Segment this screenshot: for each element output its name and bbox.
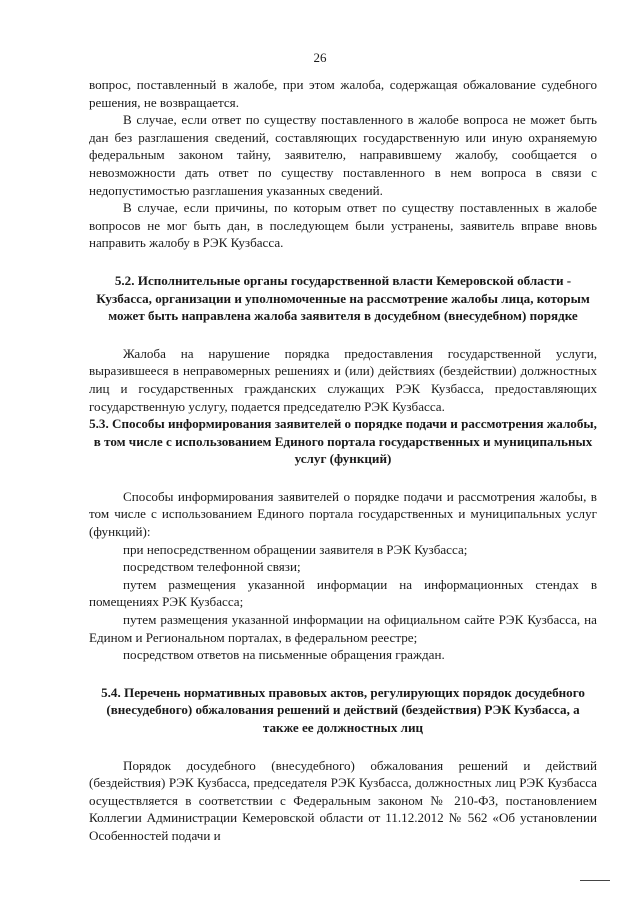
section-5-3-item-1: при непосредственном обращении заявителя в РЭК Кузбасса; (123, 541, 468, 557)
section-5-3-item-5: посредством ответов на письменные обращения граждан. (123, 647, 445, 663)
page-number: 26 (313, 50, 327, 65)
section-5-3-item-4: путем размещения указанной информации на официальном сайте РЭК Кузбасса, на Едином и Региональном порталах, в федеральном реестре; (89, 612, 597, 645)
section-5-2-heading: 5.2. Исполнительные органы государственной власти Кемеровской области - Кузбасса, организации и уполномоченные на рассмотрение жалобы лица, которым может быть направлена жалоба заявителя в досудебном (внесудебном) порядке (96, 272, 590, 324)
page-corner-mark (580, 880, 610, 881)
section-5-4-paragraph: Порядок досудебного (внесудебного) обжалования решений и действий (бездействия) РЭК Кузбасса, председателя РЭК Кузбасса, должностных лиц РЭК Кузбасса осуществляется в соответствии с Федеральным законом № 210-ФЗ, постановлением Коллегии Администрации Кемеровской области от 11.12.2012 № 562 «Об установлении Особенностей подачи и (89, 757, 597, 843)
document-body (89, 76, 597, 845)
section-5-3-item-3: путем размещения указанной информации на информационных стендах в помещениях РЭК Кузбасса; (89, 576, 597, 610)
section-5-3-heading: 5.3. Способы информирования заявителей о порядке подачи и рассмотрения жалобы, в том числе с использованием Единого портала государственных и муниципальных услуг (функций) (89, 416, 597, 467)
intro-paragraph-3: В случае, если причины, по которым ответ по существу поставленных в жалобе вопросов не мог быть дан, в последующем были устранены, заявитель вправе вновь направить жалобу в РЭК Кузбасса. (89, 200, 597, 251)
section-5-4-heading: 5.4. Перечень нормативных правовых актов, регулирующих порядок досудебного (внесудебного) обжалования решений и действий (бездействия) РЭК Кузбасса, а также ее должностных лиц (101, 684, 585, 735)
section-5-3-paragraph: Способы информирования заявителей о порядке подачи и рассмотрения жалобы, в том числе с использованием Единого портала государственных и муниципальных услуг (функций): (89, 488, 597, 540)
intro-paragraph-1: вопрос, поставленный в жалобе, при этом жалоба, содержащая обжалование судебного решения, не возвращается. (89, 77, 597, 110)
intro-paragraph-2: В случае, если ответ по существу поставленного в жалобе вопроса не может быть дан без разглашения сведений, составляющих государственную или иную охраняемую федеральным законом тайну, заявителю, направившему жалобу, сообщается о невозможности дать ответ по существу поставленного в нем вопроса в связи с недопустимостью разглашения указанных сведений. (89, 112, 597, 198)
section-5-3-item-2: посредством телефонной связи; (123, 559, 301, 575)
section-5-2-paragraph: Жалоба на нарушение порядка предоставления государственной услуги, выразившееся в неправомерных решениях и (или) действиях (бездействии) должностных лиц и государственных гражданских служащих РЭК Кузбасса, предоставляющих государственную услугу, подается председателю РЭК Кузбасса. (89, 345, 597, 414)
